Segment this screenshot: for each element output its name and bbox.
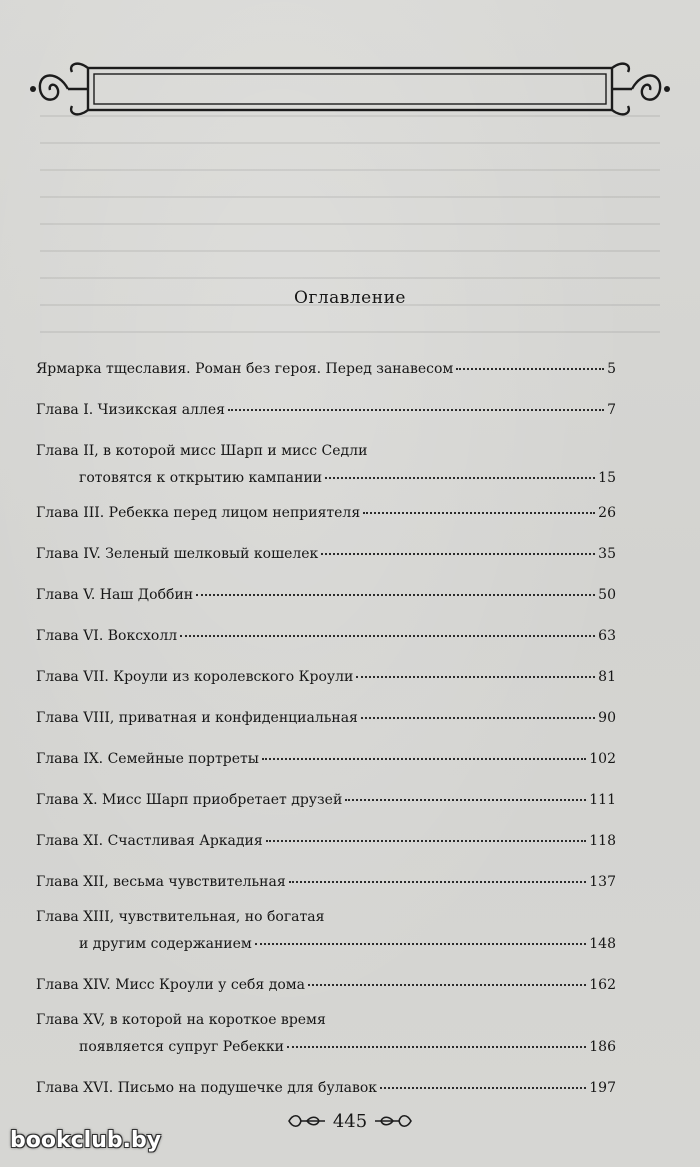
dot-leader	[308, 982, 586, 986]
toc-page-number: 7	[607, 402, 616, 418]
dot-leader	[380, 1085, 586, 1089]
toc-entry	[36, 746, 616, 773]
toc-entry	[36, 1075, 616, 1102]
toc-page-number: 162	[589, 977, 616, 993]
dot-leader	[321, 551, 595, 555]
toc-entry-title: Глава XVI. Письмо на подушечке для булавок	[36, 1080, 378, 1096]
dot-leader	[456, 366, 604, 370]
toc-entry-title: Глава XV, в которой на короткое время	[36, 1012, 326, 1028]
toc-page-number: 5	[607, 361, 616, 377]
toc-entry-title: и другим содержанием	[79, 936, 252, 952]
toc-page-number: 137	[589, 874, 616, 890]
toc-heading: Оглавление	[294, 288, 406, 308]
toc-entry-title: Глава X. Мисс Шарп приобретает друзей	[36, 792, 343, 808]
ornamental-frame-icon	[28, 60, 672, 118]
dot-leader	[345, 797, 586, 801]
dot-leader	[287, 1044, 586, 1048]
toc-entry-title: Глава XII, весьма чувствительная	[36, 874, 286, 890]
toc-page-number: 63	[598, 628, 616, 644]
toc-entry	[36, 705, 616, 732]
toc-entry-title: Глава VII. Кроули из королевского Кроули	[36, 669, 354, 685]
toc-entry-title: появляется супруг Ребекки	[79, 1039, 284, 1055]
toc-entry-title: Глава XIII, чувствительная, но богатая	[36, 909, 325, 925]
toc-entry	[36, 500, 616, 527]
dot-leader	[228, 407, 604, 411]
toc-entry	[36, 356, 616, 383]
page-number: 445	[332, 1110, 368, 1132]
dot-leader	[266, 838, 587, 842]
toc-entry	[36, 623, 616, 650]
toc-entry	[36, 664, 616, 691]
toc-entry-title: Глава VI. Воксхолл	[36, 628, 178, 644]
toc-entry-title: Глава XI. Счастливая Аркадия	[36, 833, 263, 849]
toc-entry-title: Глава IX. Семейные портреты	[36, 751, 259, 767]
toc-entry-title: Глава I. Чизикская аллея	[36, 402, 225, 418]
toc-entry	[36, 582, 616, 609]
toc-page-number: 102	[589, 751, 616, 767]
toc-entry	[36, 1007, 616, 1061]
dot-leader	[361, 715, 595, 719]
toc-entry-title: Ярмарка тщеславия. Роман без героя. Перед занавесом	[36, 361, 454, 377]
folio-ornament-icon	[287, 1113, 327, 1129]
toc-entry-title: Глава V. Наш Доббин	[36, 587, 194, 603]
toc-page-number: 26	[598, 505, 616, 521]
toc-entry-title: Глава XIV. Мисс Кроули у себя дома	[36, 977, 305, 993]
dot-leader	[356, 674, 595, 678]
dot-leader	[180, 633, 595, 637]
toc-page-number: 111	[589, 792, 616, 808]
toc-entry	[36, 438, 616, 492]
toc-entry-title: Глава IV. Зеленый шелковый кошелек	[36, 546, 319, 562]
toc-page-number: 35	[598, 546, 616, 562]
toc-page-number: 148	[589, 936, 616, 952]
table-of-contents	[36, 356, 616, 1102]
toc-entry	[36, 787, 616, 814]
dot-leader	[255, 941, 586, 945]
toc-entry	[36, 972, 616, 999]
toc-page-number: 186	[589, 1039, 616, 1055]
toc-entry-title: Глава VIII, приватная и конфиденциальная	[36, 710, 358, 726]
watermark: bookclub.by	[10, 1128, 162, 1153]
toc-entry	[36, 904, 616, 958]
toc-entry-title: готовятся к открытию кампании	[79, 470, 323, 486]
toc-entry-title: Глава II, в которой мисс Шарп и мисс Седли	[36, 443, 368, 459]
dot-leader	[289, 879, 587, 883]
dot-leader	[262, 756, 586, 760]
toc-entry	[36, 828, 616, 855]
toc-page-number: 118	[589, 833, 616, 849]
dot-leader	[325, 475, 595, 479]
toc-entry-title: Глава III. Ребекка перед лицом неприятеля	[36, 505, 361, 521]
toc-page-number: 197	[589, 1080, 616, 1096]
toc-page-number: 90	[598, 710, 616, 726]
toc-page-number: 81	[598, 669, 616, 685]
toc-page-number: 50	[598, 587, 616, 603]
toc-page-number: 15	[598, 470, 616, 486]
toc-entry	[36, 397, 616, 424]
folio-ornament-icon	[373, 1113, 413, 1129]
toc-entry	[36, 541, 616, 568]
dot-leader	[363, 510, 595, 514]
toc-entry	[36, 869, 616, 896]
dot-leader	[196, 592, 595, 596]
